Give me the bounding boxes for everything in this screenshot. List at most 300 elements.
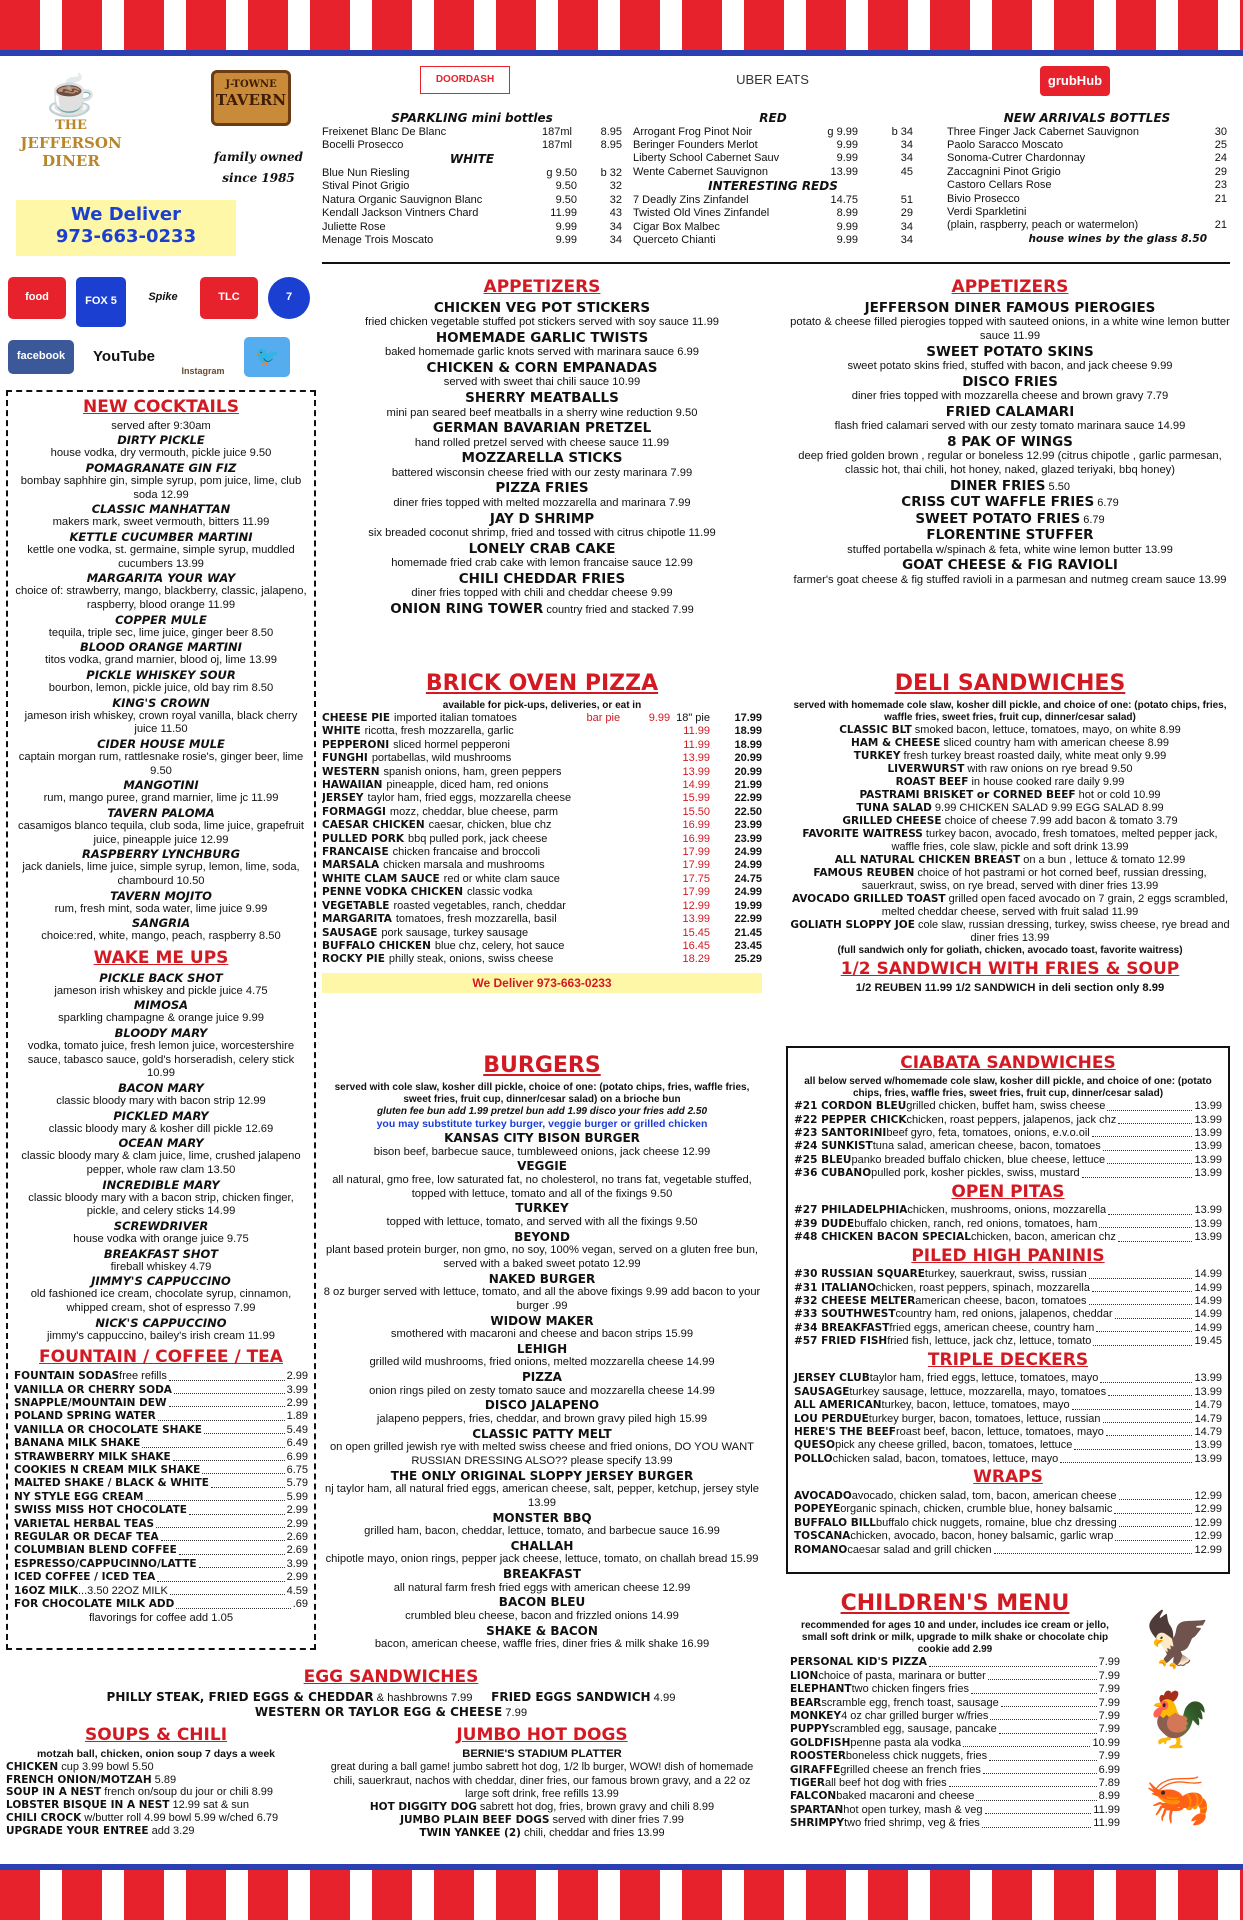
- dots: [169, 1397, 285, 1407]
- pizza-big-price: 21.45: [734, 926, 762, 939]
- wine-col-1: [322, 111, 622, 257]
- wine-price: b 34: [891, 125, 913, 138]
- line-item: [790, 724, 1230, 737]
- item-desc: diner fries topped with melted mozzarella and marinara 7.99: [393, 496, 691, 509]
- wine-name: Verdi Sparkletini: [947, 206, 1027, 219]
- drink-desc: bombay saphhire gin, simple syrup, pom juice, lime, club soda 12.99: [20, 475, 302, 501]
- pizza-bar-price: 18.29: [682, 953, 710, 966]
- item-name: GERMAN BAVARIAN PRETZEL: [432, 420, 652, 437]
- pizza-name: PENNE VODKA CHICKEN: [322, 886, 463, 899]
- wine-col-3: [947, 111, 1227, 257]
- row-desc: chicken, bacon, american chz: [971, 1231, 1116, 1244]
- row-name: TOSCANA: [794, 1530, 851, 1543]
- pizza-row: [322, 927, 762, 940]
- item-name: NAKED BURGER: [488, 1271, 596, 1286]
- line-item: [6, 1786, 306, 1799]
- soups-sub: motzah ball, chicken, onion soup 7 days a week: [36, 1747, 276, 1760]
- priced-row: [790, 1790, 1120, 1803]
- wine-row: [947, 219, 1227, 232]
- priced-row: [794, 1399, 1222, 1412]
- drink-name: POMAGRANATE GIN FIZ: [85, 461, 237, 476]
- fountain-name: MALTED SHAKE / BLACK & WHITE: [14, 1477, 209, 1490]
- instagram-logo[interactable]: Instagram: [181, 366, 225, 377]
- priced-row: [794, 1453, 1222, 1466]
- item-name: VEGGIE: [517, 1159, 567, 1174]
- row-price: 7.99: [1098, 1656, 1120, 1669]
- row-price: 12.99: [1194, 1516, 1222, 1529]
- item-name: FRIED CALAMARI: [945, 403, 1075, 420]
- dots: [202, 1464, 284, 1474]
- priced-row: [790, 1777, 1120, 1790]
- row-price: 11.99: [1093, 1803, 1120, 1816]
- pizza-big-price: 22.50: [734, 805, 762, 818]
- priced-row: [794, 1544, 1222, 1557]
- line-item: [322, 1814, 762, 1827]
- item-desc: onion rings piled on zesty tomato sauce and mozzarella cheese 14.99: [369, 1384, 715, 1397]
- drink-name: DIRTY PICKLE: [117, 433, 205, 448]
- drink-name: BLOOD ORANGE MARTINI: [80, 640, 242, 655]
- dots: [976, 1790, 1096, 1800]
- dots: [174, 1384, 285, 1394]
- pizza-row: [322, 913, 762, 926]
- diner-logo: [16, 74, 126, 194]
- priced-row: [794, 1439, 1222, 1452]
- wine-row: [322, 139, 622, 152]
- fountain-row: [14, 1491, 308, 1504]
- paninis-title: PILED HIGH PANINIS: [911, 1245, 1105, 1266]
- egg-philly-price: & hashbrowns 7.99: [373, 1691, 473, 1704]
- item-name: CHICKEN VEG POT STICKERS: [433, 299, 651, 316]
- line-item: [322, 1801, 762, 1814]
- item-name: CHALLAH: [510, 1538, 574, 1553]
- row-name: #57 FRIED FISH: [794, 1335, 888, 1348]
- fountain-name: ICED COFFEE / ICED TEA: [14, 1571, 156, 1584]
- dots: [1108, 1204, 1192, 1214]
- row-price: 13.99: [1194, 1126, 1222, 1139]
- wine-col-2: [633, 111, 913, 257]
- dots: [1092, 1127, 1193, 1137]
- item-name: HOMEMADE GARLIC TWISTS: [435, 329, 649, 346]
- line-item: [6, 1812, 306, 1825]
- wine-price: 21: [1214, 219, 1227, 232]
- drink-name: INCREDIBLE MARY: [102, 1177, 220, 1192]
- line-desc: in house cooked rare daily 9.99: [968, 776, 1125, 789]
- line-item: [790, 750, 1230, 763]
- pizza-row: [322, 766, 762, 779]
- row-price: 14.79: [1194, 1399, 1222, 1412]
- pizza-row: [322, 779, 762, 792]
- white-title: WHITE: [449, 152, 495, 167]
- priced-row: [790, 1697, 1120, 1710]
- item-desc: served with sweet thai chili sauce 10.99: [443, 376, 641, 389]
- wine-price: 32: [609, 193, 622, 206]
- onion-ring-name: ONION RING TOWER: [390, 600, 544, 617]
- wine-price: 34: [609, 220, 622, 233]
- priced-row: [790, 1764, 1120, 1777]
- row-name: PUPPY: [790, 1723, 830, 1736]
- tlc-logo: TLC: [200, 277, 258, 319]
- pizza-desc: ricotta, fresh mozzarella, garlic: [364, 725, 514, 738]
- row-desc: caesar salad and grill chicken: [847, 1543, 992, 1556]
- family-owned: [211, 150, 306, 185]
- dots: [999, 1723, 1097, 1733]
- item-desc: jalapeno peppers, fries, cheddar, and brown gravy piled high 15.99: [376, 1413, 708, 1426]
- dots: [1103, 1413, 1193, 1423]
- wine-price: 13.99: [830, 165, 858, 178]
- dots: [1118, 1231, 1193, 1241]
- fountain-price: 6.99: [286, 1450, 308, 1463]
- item-desc: bison beef, barbecue sauce, tumbleweed onions, jack cheese 12.99: [373, 1145, 711, 1158]
- pitas-title: OPEN PITAS: [951, 1181, 1065, 1202]
- row-name: #34 BREAKFAST: [794, 1321, 890, 1334]
- eagle-icon: 🦅: [1144, 1610, 1212, 1670]
- line-desc: add 3.29: [148, 1825, 195, 1838]
- drink-desc: tequila, triple sec, lime juice, ginger beer 8.50: [48, 626, 274, 639]
- dots: [189, 1504, 285, 1514]
- wine-name: Beringer Founders Merlot: [633, 139, 758, 152]
- row-desc: roast beef, bacon, lettuce, tomatoes, mayo: [895, 1426, 1104, 1439]
- row-desc: taylor ham, fried eggs, lettuce, tomatoes, mayo: [869, 1372, 1099, 1385]
- hotdogs-section: [322, 1724, 762, 1852]
- priced-row: [790, 1683, 1120, 1696]
- row-desc: grilled cheese an french fries: [840, 1763, 981, 1776]
- line-desc: choice of cheese 7.99 add bacon & tomato 3.79: [941, 814, 1178, 827]
- abc7-logo: 7: [268, 277, 310, 319]
- line-name: FRENCH ONION/MOTZAH: [6, 1773, 152, 1786]
- line-desc: cole slaw, russian dressing, turkey, swiss cheese, rye bread and diner fries 13.99: [914, 918, 1230, 944]
- drink-desc: captain morgan rum, rattlesnake rosie's, ginger beer, lime 9.50: [18, 751, 304, 777]
- dots: [988, 1670, 1097, 1680]
- pizza-row: [322, 900, 762, 913]
- row-price: 12.99: [1194, 1503, 1222, 1516]
- grubhub-link[interactable]: grubHub: [1040, 66, 1110, 96]
- row-price: 10.99: [1092, 1736, 1120, 1749]
- item-name: DISCO FRIES: [962, 373, 1058, 390]
- row-desc: avocado, chicken salad, tom, bacon, american cheese: [851, 1489, 1117, 1502]
- ciabata-sub: all below served w/homemade cole slaw, kosher dill pickle, and choice of one: (potato chips, fries, waffle fries, sweet fries, fruit cup, dinner/cesar salad): [804, 1075, 1212, 1099]
- pizza-bar-price: 12.99: [682, 899, 710, 912]
- diner-name-line1: THE: [55, 118, 87, 133]
- item-name: CHICKEN & CORN EMPANADAS: [426, 359, 658, 376]
- drink-name: TAVERN MOJITO: [110, 888, 212, 903]
- deli-note: (full sandwich only for goliath, chicken, avocado toast, favorite waitress): [837, 944, 1183, 956]
- drink-name: PICKLE BACK SHOT: [99, 970, 223, 985]
- wine-price: 45: [900, 165, 913, 178]
- row-price: 14.99: [1194, 1295, 1222, 1308]
- row-price: 13.99: [1194, 1452, 1222, 1465]
- wine-name: Natura Organic Sauvignon Blanc: [322, 193, 483, 206]
- line-desc: 5.89: [151, 1773, 177, 1786]
- pizza-bar-price: 15.99: [682, 792, 710, 805]
- item-name: PIZZA: [522, 1370, 562, 1385]
- pizza-row: [322, 940, 762, 953]
- pizza-desc: classic vodka: [466, 886, 533, 899]
- item-name: CHILI CHEDDAR FRIES: [458, 570, 626, 587]
- sparkling-title: SPARKLING mini bottles: [391, 111, 553, 125]
- house-wines: house wines by the glass 8.50: [1028, 232, 1207, 245]
- drink-name: TAVERN PALOMA: [107, 806, 215, 821]
- row-name: #36 CUBANO: [794, 1167, 872, 1180]
- pizza-bar-price: 11.99: [683, 738, 710, 751]
- dots: [1115, 1308, 1193, 1318]
- wine-price: 34: [609, 234, 622, 247]
- row-desc: beef gyro, feta, tomatoes, onions, e.v.o.oil: [886, 1126, 1090, 1139]
- wine-price: 30: [1214, 125, 1227, 138]
- line-item: [790, 815, 1230, 828]
- dots: [990, 1710, 1096, 1720]
- row-desc: pulled pork, kosher pickles, swiss, mustard: [871, 1167, 1080, 1180]
- wine-name: Bocelli Prosecco: [322, 139, 404, 152]
- pizza-name: CHEESE PIE: [322, 712, 391, 725]
- line-name: TUNA SALAD: [856, 802, 932, 815]
- wine-price: 8.95: [600, 125, 622, 138]
- triple-title: TRIPLE DECKERS: [927, 1349, 1089, 1370]
- row-price: 14.99: [1194, 1281, 1222, 1294]
- pizza-row: [322, 739, 762, 752]
- fountain-name: BANANA MILK SHAKE: [14, 1437, 141, 1450]
- row-price: 8.99: [1098, 1790, 1120, 1803]
- wine-name: 7 Deadly Zins Zinfandel: [633, 193, 749, 206]
- line-name: LOBSTER BISQUE IN A NEST: [6, 1799, 170, 1812]
- fountain-name: VARIETAL HERBAL TEAS: [14, 1517, 155, 1530]
- item-desc: grilled ham, bacon, cheddar, lettuce, tomato, and barbecue sauce 16.99: [364, 1525, 720, 1538]
- line-item: [790, 737, 1230, 750]
- row-desc: scramble egg, french toast, sausage: [821, 1696, 999, 1709]
- drink-desc: bourbon, lemon, pickle juice, old bay rim 8.50: [48, 682, 274, 695]
- burgers-gf: gluten fee bun add 1.99 pretzel bun add 1.99 disco your fries add 2.50: [376, 1106, 708, 1118]
- row-price: 14.79: [1194, 1426, 1222, 1439]
- pizza-big-price: 24.99: [734, 886, 762, 899]
- row-name: POPEYE: [794, 1503, 841, 1516]
- line-desc: w/butter roll 4.99 bowl 5.99 w/ched 6.79: [81, 1812, 279, 1825]
- pizza-row: [322, 833, 762, 846]
- pizza-big-price: 20.99: [734, 765, 762, 778]
- fountain-row: [14, 1598, 308, 1611]
- drink-desc: jimmy's cappuccino, bailey's irish cream 11.99: [47, 1329, 275, 1342]
- wine-price: [1187, 206, 1227, 219]
- pizza-desc: chicken francaise and broccoli: [392, 846, 541, 859]
- pizza-big-price: 24.75: [734, 872, 762, 885]
- row-price: 7.99: [1098, 1683, 1120, 1696]
- fountain-price: 3.99: [286, 1383, 308, 1396]
- ubereats-link[interactable]: UBER EATS: [736, 72, 809, 88]
- wine-row: [947, 206, 1227, 219]
- wine-price: 29: [1214, 165, 1227, 178]
- line-desc: sliced country ham with american cheese 8.99: [940, 737, 1170, 750]
- pizza-deliver[interactable]: We Deliver 973-663-0233: [322, 973, 762, 994]
- facebook-logo[interactable]: facebook: [8, 340, 74, 374]
- fountain-row: [14, 1437, 308, 1450]
- pizza-bar-price: 14.99: [682, 779, 710, 792]
- line-desc: 12.99 sat & sun: [169, 1799, 249, 1812]
- row-name: TIGER: [790, 1777, 825, 1790]
- fountain-row: [14, 1464, 308, 1477]
- row-desc: baked macaroni and cheese: [836, 1790, 975, 1803]
- fountain-name: NY STYLE EGG CREAM: [14, 1490, 144, 1503]
- wine-name: Wente Cabernet Sauvignon: [633, 165, 768, 178]
- wine-row: [633, 207, 913, 220]
- family-owned-text: family owned: [214, 150, 303, 164]
- pizza-name: MARGARITA: [322, 913, 392, 926]
- fountain-row: [14, 1585, 308, 1598]
- drink-desc: titos vodka, grand marnier, blood oj, lime 13.99: [45, 654, 277, 667]
- pizza-desc: portabellas, wild mushrooms: [371, 752, 512, 765]
- line-name: CHILI CROCK: [6, 1812, 82, 1825]
- pizza-big-price: 22.99: [734, 913, 762, 926]
- spike-logo: Spike: [148, 291, 178, 304]
- item-desc: hand rolled pretzel served with cheese sauce 11.99: [414, 436, 670, 449]
- line-item: [790, 802, 1230, 815]
- wine-row: [947, 139, 1227, 152]
- drink-desc: classic bloody mary & kosher dill pickle 12.69: [48, 1122, 274, 1135]
- header-divider: [322, 262, 1230, 264]
- line-name: GRILLED CHEESE: [842, 814, 942, 827]
- fountain-price: 2.69: [286, 1544, 308, 1557]
- pizza-desc: spanish onions, ham, green peppers: [383, 765, 562, 778]
- item-name: BEYOND: [514, 1229, 570, 1244]
- line-name: ROAST BEEF: [895, 776, 969, 789]
- item-desc: sweet potato skins fried, stuffed with bacon, and jack cheese 9.99: [847, 359, 1173, 372]
- pizza-big-price: 18.99: [734, 725, 762, 738]
- drink-desc: old fashioned ice cream, chocolate syrup, cinnamon, whipped cream, shot of espresso 7.99: [30, 1288, 292, 1315]
- pizza-name: HAWAIIAN: [322, 779, 383, 792]
- row-price: 13.99: [1194, 1167, 1222, 1180]
- line-desc: cup 3.99 bowl 5.50: [58, 1760, 154, 1773]
- drink-desc: rum, mango puree, grand marnier, lime jc 11.99: [43, 792, 279, 805]
- line-name: TURKEY: [853, 750, 901, 763]
- row-price: 14.99: [1194, 1268, 1222, 1281]
- priced-row: [790, 1737, 1120, 1750]
- pizza-row: [322, 725, 762, 738]
- diner-name-line3: DINER: [42, 152, 100, 171]
- priced-row: [794, 1335, 1222, 1348]
- pizza-name: WESTERN: [322, 765, 380, 778]
- wine-name: Arrogant Frog Pinot Noir: [633, 125, 753, 138]
- dots: [157, 1571, 284, 1581]
- pizza-big-price: 19.99: [734, 899, 762, 912]
- pizza-name: FORMAGGI: [322, 805, 386, 818]
- deliver-phone[interactable]: 973-663-0233: [55, 225, 197, 247]
- children-mascots: [1128, 1600, 1228, 1850]
- row-desc: turkey sausage, lettuce, mozzarella, mayo, tomatoes: [849, 1385, 1107, 1398]
- wine-price: 9.99: [836, 139, 858, 152]
- line-desc: turkey bacon, avocado, fresh tomatoes, melted pepper jack, waffle fries, cole slaw, pickle and soft drink 13.99: [891, 827, 1218, 853]
- drink-desc: choice:red, white, mango, peach, raspberry 8.50: [41, 930, 281, 943]
- row-name: ELEPHANT: [790, 1683, 852, 1696]
- priced-row: [794, 1490, 1222, 1503]
- youtube-logo[interactable]: YouTube: [93, 347, 155, 365]
- pizza-name: WHITE CLAM SAUCE: [322, 872, 440, 885]
- fountain-row: [14, 1370, 308, 1383]
- wine-price: 34: [900, 220, 913, 233]
- row-name: #25 BLEU: [794, 1153, 852, 1166]
- wine-row: [947, 126, 1227, 139]
- dots: [1089, 1295, 1193, 1305]
- twitter-logo[interactable]: 🐦: [244, 337, 290, 377]
- fountain-row: [14, 1410, 308, 1423]
- wine-row: [633, 152, 913, 165]
- doordash-link[interactable]: DOORDASH: [420, 66, 510, 94]
- wine-price: 9.99: [555, 220, 577, 233]
- row-desc: grilled chicken, buffet ham, swiss cheese: [906, 1100, 1106, 1113]
- drink-desc: house vodka, dry vermouth, pickle juice 9.50: [50, 447, 272, 460]
- row-desc: two fried shrimp, veg & fries: [844, 1817, 980, 1830]
- priced-row: [794, 1530, 1222, 1543]
- fountain-price: 2.69: [286, 1531, 308, 1544]
- fountain-row: [14, 1451, 308, 1464]
- row-name: SAUSAGE: [794, 1385, 850, 1398]
- row-price: 13.99: [1194, 1204, 1222, 1217]
- side-price: 6.79: [1097, 497, 1119, 510]
- fountain-note: free refills: [119, 1370, 167, 1383]
- row-desc: chicken, mushrooms, onions, mozzarella: [907, 1204, 1107, 1217]
- delivery-badges: [420, 66, 1220, 108]
- dots: [211, 1477, 285, 1487]
- priced-row: [794, 1218, 1222, 1231]
- priced-row: [790, 1723, 1120, 1736]
- row-price: 14.99: [1194, 1308, 1222, 1321]
- item-desc: 8 oz burger served with lettuce, tomato, and all the above fixings 9.99 add bacon to your burger .99: [323, 1286, 761, 1312]
- line-desc: hot or cold 10.99: [1075, 789, 1161, 802]
- drink-name: SCREWDRIVER: [113, 1219, 209, 1234]
- wine-price: 43: [609, 207, 622, 220]
- wine-name: Stival Pinot Grigio: [322, 180, 410, 193]
- drink-desc: jameson irish whiskey, crown royal vanilla, black cherry juice 11.50: [24, 709, 298, 736]
- row-name: SHRIMPY: [790, 1817, 845, 1830]
- row-price: 11.99: [1093, 1817, 1120, 1830]
- wine-row: [322, 126, 622, 139]
- wine-price: 187ml: [542, 125, 572, 138]
- fountain-name: 16OZ MILK: [14, 1584, 78, 1597]
- priced-row: [794, 1154, 1222, 1167]
- pizza-bar-price: 13.99: [682, 752, 710, 765]
- wine-price: 23: [1214, 179, 1227, 192]
- pizza-row: [322, 806, 762, 819]
- egg-fried-name: FRIED EGGS SANDWICH: [491, 1689, 651, 1704]
- row-price: 13.99: [1194, 1372, 1222, 1385]
- line-item: [790, 763, 1230, 776]
- fountain-name: COOKIES N CREAM MILK SHAKE: [14, 1464, 201, 1477]
- drink-name: KETTLE CUCUMBER MARTINI: [69, 530, 253, 545]
- dots: [146, 1491, 285, 1501]
- pizza-bar-price: 17.75: [682, 872, 710, 885]
- top-border: [0, 0, 1243, 56]
- fountain-name: COLUMBIAN BLEND COFFEE: [14, 1544, 177, 1557]
- row-desc: chicken, roast peppers, spinach, mozzarella: [875, 1281, 1090, 1294]
- dots: [985, 1804, 1092, 1814]
- burgers-sub2: you may substitute turkey burger, veggie burger or grilled chicken: [376, 1118, 708, 1131]
- row-price: 7.99: [1098, 1696, 1120, 1709]
- pizza-row: [322, 819, 762, 832]
- row-name: #24 SUNKIST: [794, 1140, 873, 1153]
- dots: [1093, 1335, 1192, 1345]
- fountain-row: [14, 1518, 308, 1531]
- item-name: WIDOW MAKER: [490, 1313, 594, 1328]
- drink-desc: classic bloody mary with bacon strip 12.99: [56, 1095, 266, 1108]
- line-item: [790, 776, 1230, 789]
- pizza-desc: caesar, chicken, blue chz: [428, 819, 552, 832]
- line-name: PASTRAMI BRISKET or CORNED BEEF: [859, 789, 1076, 802]
- item-desc: smothered with macaroni and cheese and bacon strips 15.99: [390, 1328, 694, 1341]
- row-desc: fried eggs, american cheese, country ham: [889, 1321, 1095, 1334]
- pizza-name: VEGETABLE: [322, 899, 390, 912]
- wine-price: 9.99: [555, 234, 577, 247]
- wine-price: 51: [900, 193, 913, 206]
- row-price: 7.99: [1098, 1750, 1120, 1763]
- priced-row: [790, 1817, 1120, 1830]
- pizza-bar-price: 15.50: [682, 805, 710, 818]
- row-price: 7.89: [1098, 1777, 1120, 1790]
